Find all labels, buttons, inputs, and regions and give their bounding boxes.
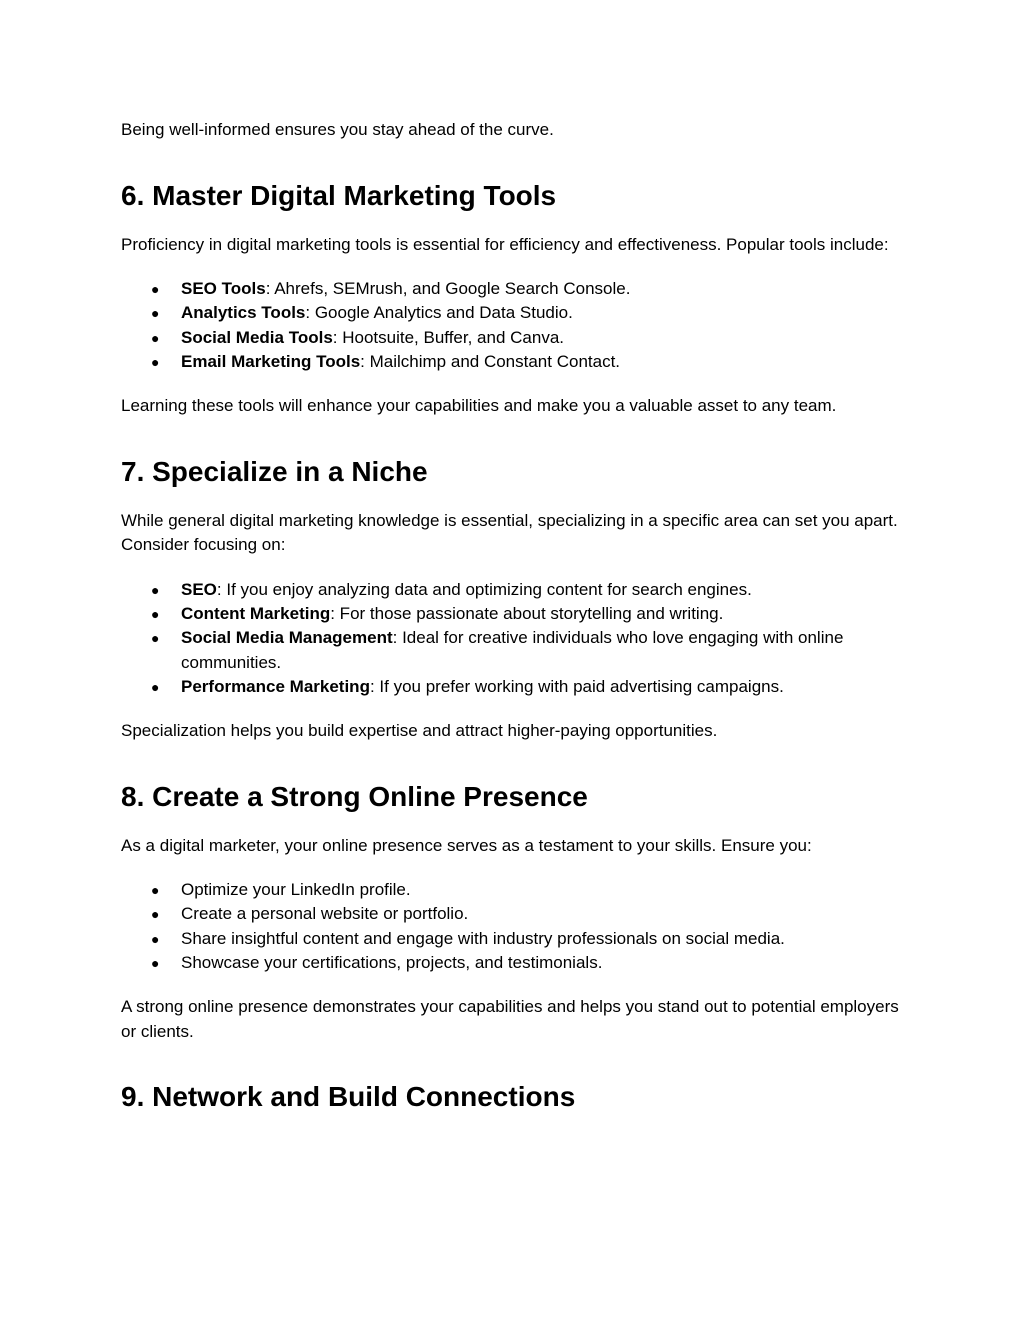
list-item: ● Showcase your certifications, projects, and testimonials. — [121, 951, 911, 975]
bullet-icon: ● — [151, 882, 160, 899]
list-item: ● Create a personal website or portfolio. — [121, 902, 911, 926]
section-8-intro: As a digital marketer, your online presence serves as a testament to your skills. Ensure you: — [121, 835, 812, 855]
bullet-icon: ● — [151, 353, 160, 370]
section-6-heading: 6. Master Digital Marketing Tools — [121, 179, 557, 211]
section-6-list — [121, 277, 911, 374]
bullet-icon: ● — [151, 605, 160, 622]
bullet-icon: ● — [151, 930, 160, 947]
intro-tail-paragraph: Being well-informed ensures you stay ahead of the curve. — [121, 120, 554, 139]
list-item: ● Email Marketing Tools: Mailchimp and Constant Contact. — [121, 350, 911, 374]
section-7-outro: Specialization helps you build expertise and attract higher-paying opportunities. — [121, 721, 718, 741]
list-item: ● Optimize your LinkedIn profile. — [121, 878, 911, 902]
section-6-outro: Learning these tools will enhance your capabilities and make you a valuable asset to any team. — [121, 396, 837, 416]
bullet-icon: ● — [151, 329, 160, 346]
section-8-list — [121, 878, 911, 975]
section-8-outro: A strong online presence demonstrates your capabilities and helps you stand out to potential employers or clients. — [121, 997, 899, 1041]
bullet-icon: ● — [151, 630, 160, 647]
list-item: ● Share insightful content and engage with industry professionals on social media. — [121, 927, 911, 951]
list-item: ● Analytics Tools: Google Analytics and Data Studio. — [121, 301, 911, 325]
section-9-heading: 9. Network and Build Connections — [121, 1081, 576, 1113]
bullet-icon: ● — [151, 305, 160, 322]
list-item: ● Content Marketing: For those passionate about storytelling and writing. — [121, 602, 911, 626]
list-item: ● Social Media Tools: Hootsuite, Buffer, and Canva. — [121, 326, 911, 350]
section-7-intro: While general digital marketing knowledge is essential, specializing in a specific area can set you apart. Consider focusing on: — [121, 510, 898, 555]
list-item: ● SEO Tools: Ahrefs, SEMrush, and Google Search Console. — [121, 277, 911, 301]
section-7-list — [121, 578, 911, 699]
document-page — [121, 118, 911, 1114]
bullet-icon: ● — [151, 955, 160, 972]
list-item: ● Performance Marketing: If you prefer working with paid advertising campaigns. — [121, 675, 911, 699]
section-7-heading: 7. Specialize in a Niche — [121, 455, 428, 487]
list-item: ● SEO: If you enjoy analyzing data and optimizing content for search engines. — [121, 578, 911, 602]
bullet-icon: ● — [151, 581, 160, 598]
section-8-heading: 8. Create a Strong Online Presence — [121, 780, 588, 812]
bullet-icon: ● — [151, 906, 160, 923]
list-item: ● Social Media Management: Ideal for creative individuals who love engaging with online communities. — [151, 628, 844, 672]
section-6-intro: Proficiency in digital marketing tools is essential for efficiency and effectiveness. Popular tools include: — [121, 234, 889, 254]
bullet-icon: ● — [151, 678, 160, 695]
bullet-icon: ● — [151, 281, 160, 297]
